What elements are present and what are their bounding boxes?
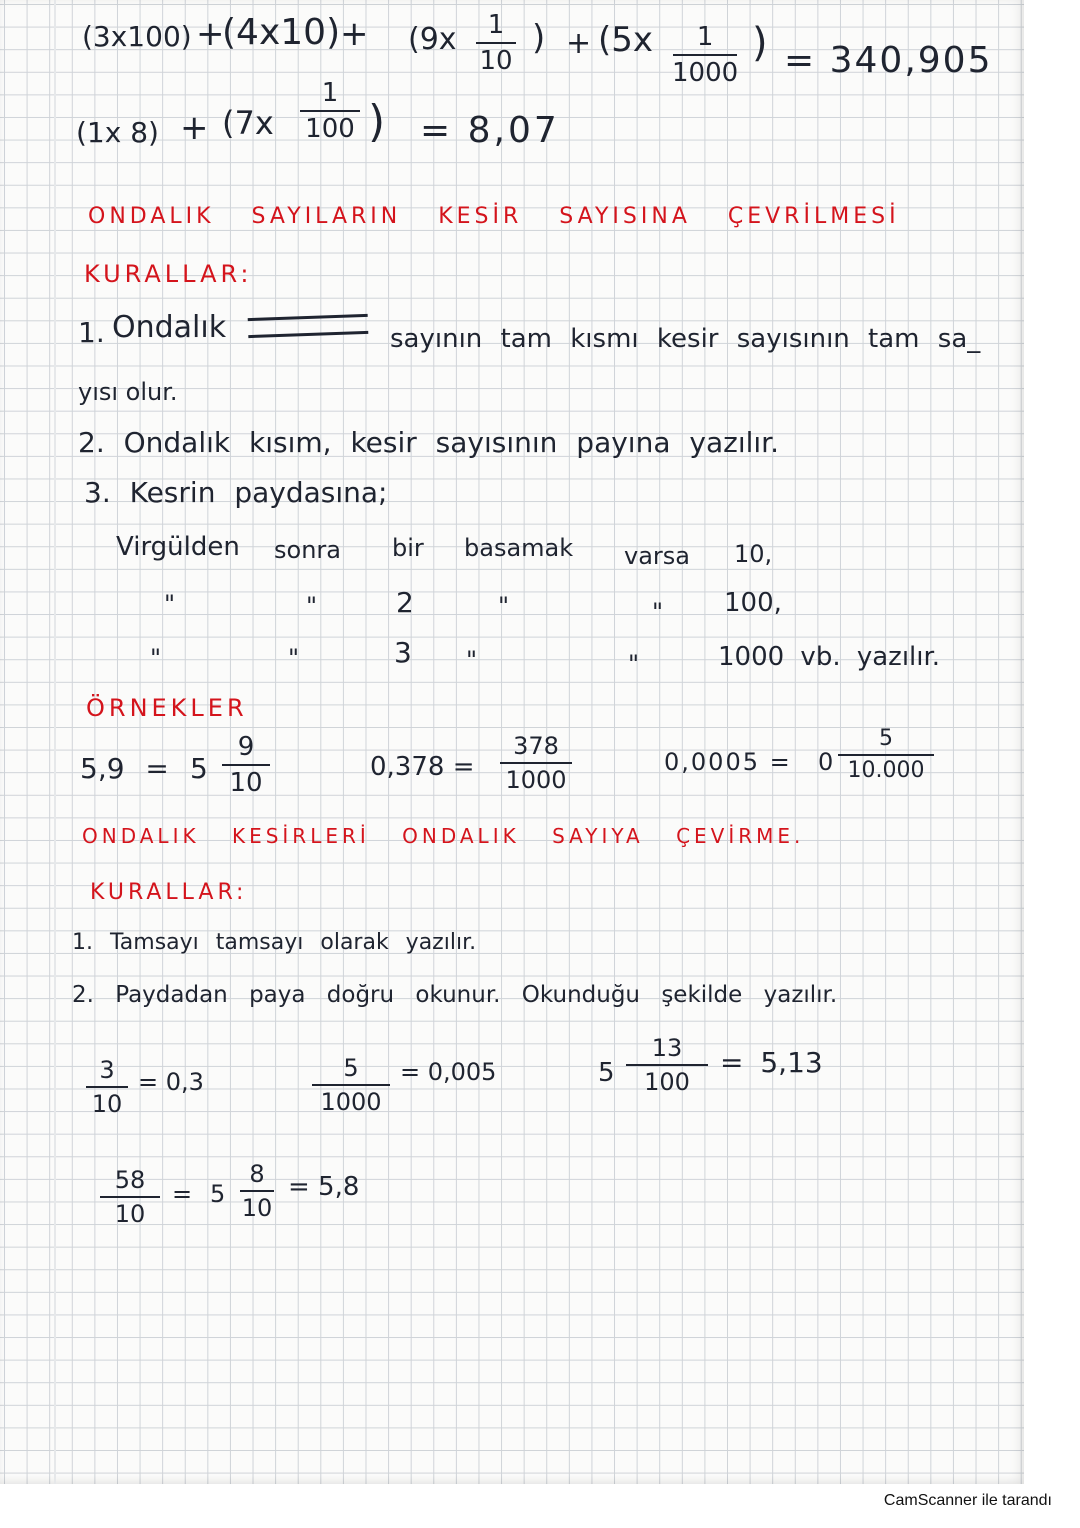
fraction-bar	[312, 1084, 390, 1086]
fraction-bar	[500, 762, 572, 764]
section2-title: ONDALIK KESİRLERİ ONDALIK SAYIYA ÇEVİRME.	[82, 824, 805, 848]
ex3-whole: 0	[818, 748, 834, 776]
ex2-4-fraction	[100, 1168, 160, 1226]
line2-term2-close: )	[368, 96, 386, 147]
rule3-row3-c2: "	[288, 644, 300, 672]
fraction-bar	[838, 754, 934, 756]
ex2-4-result: = 5,8	[288, 1172, 360, 1202]
line2-term2-fraction	[300, 80, 360, 142]
fraction-numerator: 5	[879, 726, 893, 751]
ex2-4-mixed-fraction	[240, 1162, 274, 1220]
fraction-denominator: 100	[644, 1068, 690, 1096]
fraction-numerator: 1	[487, 10, 505, 40]
fraction-numerator: 1	[696, 22, 714, 52]
ex2-3-result: = 5,13	[720, 1046, 823, 1079]
rule3-row1-c4: basamak	[464, 534, 574, 562]
rule1-continuation: yısı olur.	[78, 378, 178, 406]
line2-term1: (1x 8)	[76, 116, 159, 149]
section2-rules-label: KURALLAR:	[90, 880, 248, 905]
rule3-row3-c3: 3	[394, 636, 412, 669]
fraction-bar	[476, 42, 516, 44]
rule3-row2-c6: 100,	[724, 588, 782, 618]
ex1-fraction	[222, 734, 270, 796]
line1-term4-fraction	[672, 24, 738, 86]
fraction-numerator: 8	[249, 1160, 265, 1188]
fraction-numerator: 58	[114, 1166, 146, 1194]
fraction-numerator: 9	[237, 732, 255, 762]
page-margin-line	[54, 0, 56, 1484]
fraction-denominator: 10	[241, 1194, 273, 1222]
fraction-bar	[300, 110, 360, 112]
ex3-fraction	[838, 728, 934, 782]
fraction-bar	[240, 1190, 274, 1192]
ex1-whole: 5	[190, 752, 208, 785]
ex2-1-fraction	[86, 1058, 128, 1116]
line2-result: = 8,07	[420, 110, 560, 151]
rule3-row2-c4: "	[498, 592, 510, 620]
ex2-fraction	[500, 734, 572, 792]
fraction-bar	[626, 1064, 708, 1066]
rule3-row3-c1: "	[150, 644, 162, 672]
fraction-denominator: 10	[91, 1090, 123, 1118]
rule3-row1-c3: bir	[392, 534, 424, 562]
scanner-watermark: CamScanner ile tarandı	[883, 1492, 1052, 1509]
section2-rule2: 2. Paydadan paya doğru okunur. Okunduğu şekilde yazılır.	[72, 982, 838, 1008]
fraction-bar	[222, 764, 270, 766]
line1-term3-open: (9x	[408, 22, 457, 57]
rule3-row2-c3: 2	[396, 586, 414, 619]
ex2-2-fraction	[312, 1056, 390, 1114]
fraction-denominator: 10	[229, 768, 263, 798]
ex1-lhs: 5,9 =	[80, 752, 169, 785]
rule3-row2-c5: "	[652, 598, 664, 626]
fraction-denominator: 10	[479, 46, 513, 76]
ex2-lhs: 0,378 =	[370, 752, 475, 782]
fraction-numerator: 13	[651, 1034, 683, 1062]
ex2-3-whole: 5	[598, 1058, 615, 1088]
rule3-text: 3. Kesrin paydasına;	[84, 476, 388, 509]
rule3-row1-c1: Virgülden	[116, 532, 240, 562]
rule1-word: Ondalık	[112, 310, 227, 345]
line1-term2: (4x10)	[222, 12, 341, 53]
rule3-row3-c6: 1000 vb. yazılır.	[718, 642, 941, 672]
line1-plus2: +	[340, 14, 369, 54]
fraction-denominator: 100	[305, 114, 355, 144]
crossed-out-word	[248, 314, 369, 338]
examples1-label: ÖRNEKLER	[86, 694, 248, 722]
fraction-numerator: 3	[99, 1056, 115, 1084]
rule3-row3-c4: "	[466, 646, 478, 674]
ex2-4-whole: 5	[210, 1180, 226, 1208]
fraction-bar	[100, 1196, 160, 1198]
rule3-row1-c2: sonra	[274, 536, 341, 564]
section1-rules-label: KURALLAR:	[84, 260, 253, 288]
section2-rule1: 1. Tamsayı tamsayı olarak yazılır.	[72, 930, 477, 955]
rule3-row1-c5: varsa	[624, 542, 690, 570]
ex3-lhs: 0,0005 =	[664, 748, 792, 776]
fraction-denominator: 10.000	[847, 758, 925, 783]
line1-term4-open: (5x	[598, 20, 654, 60]
line1-plus1: +	[196, 14, 225, 54]
fraction-bar	[673, 54, 737, 56]
line1-term4-close: )	[752, 20, 768, 66]
line1-term3-close: )	[532, 18, 546, 58]
rule3-row3-c5: "	[628, 650, 640, 678]
fraction-numerator: 5	[343, 1054, 359, 1082]
fraction-denominator: 1000	[672, 58, 739, 88]
rule3-row2-c1: "	[164, 590, 176, 618]
line1-result: = 340,905	[784, 40, 993, 81]
line2-term2-open: (7x	[222, 104, 274, 142]
rule3-row1-c6: 10,	[734, 540, 773, 568]
rule1-number: 1.	[78, 316, 105, 349]
fraction-bar	[86, 1086, 128, 1088]
ex2-2-result: = 0,005	[400, 1058, 497, 1086]
line1-plus3: +	[566, 26, 592, 61]
ex2-3-fraction	[626, 1036, 708, 1094]
fraction-numerator: 378	[513, 732, 559, 760]
fraction-denominator: 1000	[320, 1088, 382, 1116]
ex2-4-equals: =	[172, 1180, 193, 1208]
line1-term3-fraction	[476, 12, 516, 74]
section1-title: ONDALIK SAYILARIN KESİR SAYISINA ÇEVRİLMESİ	[88, 204, 900, 229]
line2-plus: +	[180, 108, 209, 148]
rule2-text: 2. Ondalık kısım, kesir sayısının payına yazılır.	[78, 426, 779, 459]
rule1-text: sayının tam kısmı kesir sayısının tam sa_	[390, 324, 981, 354]
fraction-denominator: 1000	[505, 766, 567, 794]
line1-term1: (3x100)	[82, 20, 192, 53]
rule3-row2-c2: "	[306, 592, 318, 620]
fraction-denominator: 10	[114, 1200, 146, 1228]
ex2-1-result: = 0,3	[138, 1068, 204, 1096]
fraction-numerator: 1	[321, 78, 339, 108]
